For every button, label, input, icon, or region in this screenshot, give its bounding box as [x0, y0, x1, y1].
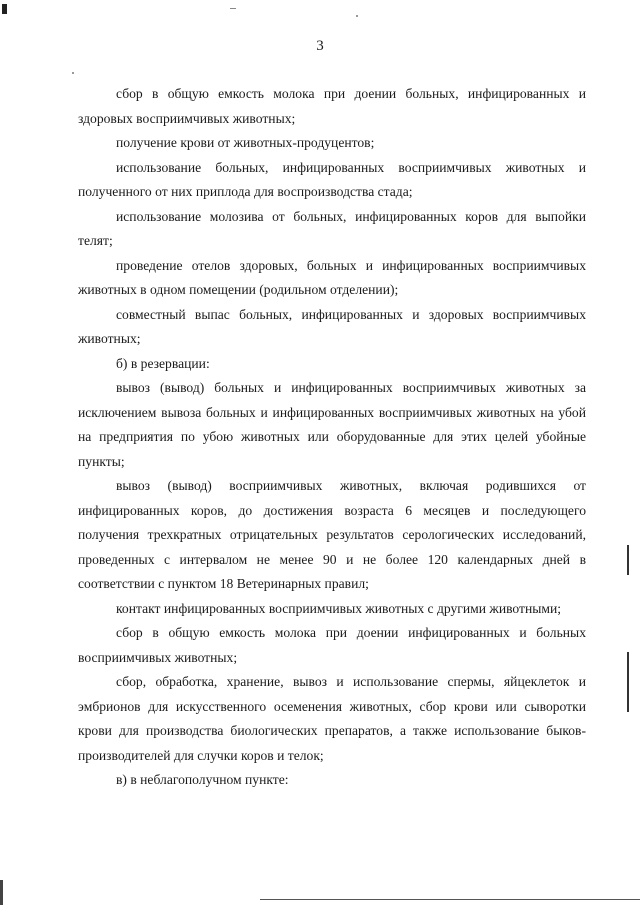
paragraph: проведение отелов здоровых, больных и инфицированных восприимчивых животных в одном помещении (родильном отделении); — [78, 257, 586, 297]
paragraph: совместный выпас больных, инфицированных и здоровых восприимчивых животных; — [78, 306, 586, 346]
scan-artifact-dot — [72, 72, 74, 74]
paragraph: контакт инфицированных восприимчивых животных с другими животными; — [116, 600, 562, 616]
paragraph: сбор в общую емкость молока при доении больных, инфицированных и здоровых восприимчивых животных; — [78, 86, 586, 126]
page-number: 3 — [316, 38, 324, 54]
scan-artifact-edge — [627, 652, 629, 712]
paragraph: сбор в общую емкость молока при доении инфицированных и больных восприимчивых животных; — [78, 625, 586, 665]
section-heading: б) в резервации: — [116, 355, 210, 371]
document-body — [78, 82, 586, 793]
paragraph: сбор, обработка, хранение, вывоз и использование спермы, яйцеклеток и эмбрионов для искусственного осеменения животных, сбор крови или сыворотки крови для производства биологических препаратов, а также использование быков-производителей для случки коров и телок; — [78, 674, 586, 763]
scan-artifact-edge — [627, 545, 629, 575]
scan-artifact-mark — [2, 4, 7, 14]
scan-artifact-dot — [356, 15, 358, 17]
scan-artifact-edge — [0, 880, 3, 905]
paragraph: использование больных, инфицированных восприимчивых животных и полученного от них приплода для воспроизводства стада; — [78, 159, 586, 199]
paragraph: вывоз (вывод) восприимчивых животных, включая родившихся от инфицированных коров, до достижения возраста 6 месяцев и последующего получения трехкратных отрицательных результатов серологических исследований, проведенных с интервалом не менее 90 и не более 120 календарных дней в соответствии с пунктом 18 Ветеринарных правил; — [78, 478, 586, 591]
scan-artifact-dash — [230, 8, 236, 9]
paragraph: получение крови от животных-продуцентов; — [116, 135, 375, 150]
section-heading: в) в неблагополучном пункте: — [116, 772, 289, 787]
scan-artifact-bottom-line — [260, 899, 640, 900]
paragraph: вывоз (вывод) больных и инфицированных восприимчивых животных за исключением вывоза больных и инфицированных восприимчивых животных на убой на предприятия по убою животных или оборудованные для этих целей убойные пункты; — [78, 380, 586, 469]
paragraph: использование молозива от больных, инфицированных коров для выпойки телят; — [78, 208, 586, 248]
